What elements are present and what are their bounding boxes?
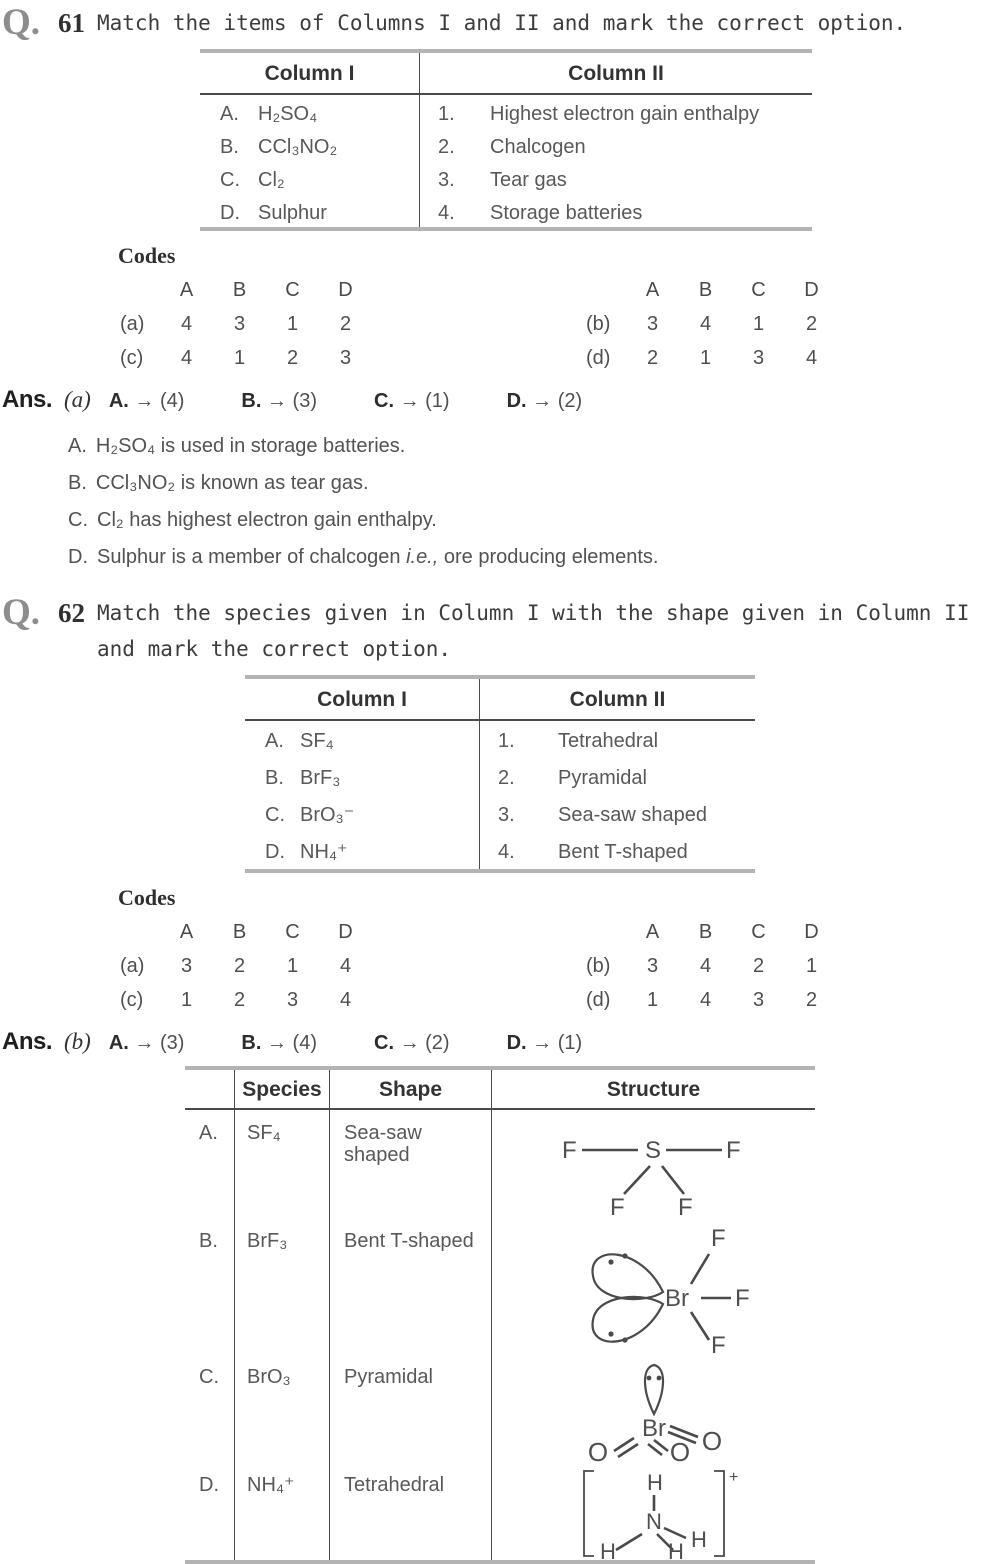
summary-header-shape: Shape [330,1070,492,1110]
answer-option: (a) [64,387,91,412]
q61-row-desc: Chalcogen [490,136,586,158]
summary-row-shape: Sea-saw shaped [330,1110,492,1218]
atom-label: O [701,1426,722,1456]
option-b-value: 1 [805,955,818,977]
summary-row-label: A. [185,1110,235,1218]
atom-label: O [587,1437,608,1462]
summary-row-shape: Pyramidal [330,1354,492,1462]
mapping: A. → (3) [108,1032,185,1054]
option-a-value: 4 [180,313,193,335]
codes-col-b: B [698,279,713,301]
atom-label: H [646,1470,663,1495]
option-b-value: 3 [646,955,659,977]
atom-label: O [669,1437,690,1462]
explanation-item: A. H₂SO₄ is used in storage batteries. [68,435,406,457]
option-b-value: 2 [752,955,765,977]
q61-match-table [200,49,812,231]
q61-row-desc: Highest electron gain enthalpy [490,103,760,125]
q61-row-num: 3. [438,169,455,191]
answer-label: Ans. [2,1028,53,1055]
lone-pair-lobe [644,1365,662,1414]
q62-codes-left [118,915,372,1017]
atom-label: Br [664,1285,689,1312]
q61-codes-right [584,273,838,375]
answer-mappings [109,390,639,413]
mapping: D. → (2) [506,390,583,412]
summary-row-shape: Tetrahedral [330,1462,492,1560]
atom-label: F [710,1332,726,1354]
left-bracket [584,1471,594,1556]
codes-col-d: D [804,279,819,301]
option-c-label: (c) [120,347,144,369]
option-c-value: 4 [339,989,352,1011]
option-d-value: 2 [805,989,818,1011]
q61-codes-title: Codes [118,243,176,268]
summary-row-label: D. [185,1462,235,1560]
summary-row-label: B. [185,1218,235,1354]
q62-row-item: BrF₃ [300,758,480,795]
q62-row-label: A. [265,730,284,752]
atom-label: Br [641,1415,666,1442]
q62-row-label: D. [265,841,285,863]
q62-row-item: SF₄ [300,721,480,758]
q61-row-item: H₂SO₄ [258,95,420,128]
option-b-label: (b) [586,313,611,335]
atom-label: F [561,1137,577,1164]
mapping: C. → (1) [374,390,450,412]
q62-row-item: NH₄⁺ [300,832,480,869]
option-d-label: (d) [586,989,611,1011]
atom-label: H [690,1527,707,1552]
atom-label: S [644,1137,661,1164]
explanation-item: B. CCl₃NO₂ is known as tear gas. [68,472,369,494]
option-a-value: 4 [339,955,352,977]
option-a-label: (a) [120,955,145,977]
q62-row-desc: Bent T-shaped [558,841,688,863]
codes-col-b: B [232,921,247,943]
q62-row-desc: Tetrahedral [558,730,659,752]
option-a-value: 3 [233,313,246,335]
q61-question-text: Match the items of Columns I and II and mark the correct option. [97,11,907,35]
q62-codes-right [584,915,838,1017]
nh4-structure-diagram [554,1466,754,1560]
option-d-value: 1 [699,347,712,369]
q62-question-mark: Q. [2,592,41,633]
brf3-structure-cell [492,1218,815,1354]
q61-row-label: B. [220,136,239,158]
bro3-structure-cell [492,1354,815,1462]
codes-col-c: C [751,921,766,943]
summary-row-species: SF₄ [235,1110,330,1218]
q62-col1-header: Column I [245,679,480,721]
codes-col-a: A [645,921,660,943]
option-d-label: (d) [586,347,611,369]
lone-pair-lobe [592,1254,662,1299]
q61-col1-header: Column I [200,53,420,95]
summary-row-species: NH₄⁺ [235,1462,330,1560]
q61-answer-line [2,386,997,414]
option-b-value: 3 [646,313,659,335]
q61-row-label: A. [220,103,239,125]
summary-header-blank [185,1070,235,1110]
q62-row-num: 2. [498,767,515,789]
codes-col-c: C [285,921,300,943]
option-c-value: 1 [180,989,193,1011]
q62-match-table [245,675,755,873]
explanation-item: D. Sulphur is a member of chalcogen i.e., ore producing elements. [68,546,659,568]
codes-col-a: A [645,279,660,301]
q62-header [0,592,997,667]
mapping: B. → (4) [241,1032,317,1054]
arrow-icon: → [266,1032,287,1054]
answer-option: (b) [64,1029,91,1054]
option-d-value: 4 [805,347,818,369]
option-d-value: 4 [699,989,712,1011]
q62-answer-line [2,1028,997,1056]
mapping: A. → (4) [108,390,185,412]
q61-row-item: Cl₂ [258,161,420,194]
codes-col-d: D [338,279,353,301]
answer-label: Ans. [2,386,53,413]
arrow-icon: → [266,390,287,412]
codes-col-c: C [751,279,766,301]
option-c-value: 2 [233,989,246,1011]
arrow-icon: → [532,390,553,412]
summary-header-structure: Structure [492,1070,815,1110]
option-b-label: (b) [586,955,611,977]
q62-question-number: 62 [58,598,85,628]
mapping: D. → (1) [506,1032,583,1054]
q61-col2-header: Column II [420,53,812,95]
answer-mappings [109,1032,639,1055]
explanation-item: C. Cl₂ has highest electron gain enthalpy. [68,509,437,531]
atom-label: F [677,1194,693,1218]
nh4-structure-cell [492,1462,815,1560]
brf3-structure-diagram [549,1222,759,1354]
charge-label: + [728,1469,738,1486]
q61-codes-grid [118,273,997,375]
codes-col-d: D [338,921,353,943]
q61-header [0,0,997,41]
codes-col-b: B [232,279,247,301]
option-a-value: 2 [339,313,352,335]
atom-label: H [667,1539,684,1560]
summary-header-species: Species [235,1070,330,1110]
option-b-value: 4 [699,313,712,335]
option-a-value: 1 [286,313,299,335]
q62-codes-title: Codes [118,885,176,910]
q62-row-desc: Pyramidal [558,767,647,789]
q61-question-mark: Q. [2,2,41,43]
option-d-value: 2 [646,347,659,369]
codes-col-c: C [285,279,300,301]
q62-row-num: 3. [498,804,515,826]
atom-label: F [734,1285,750,1312]
option-c-value: 2 [286,347,299,369]
arrow-icon: → [134,390,155,412]
option-b-value: 4 [699,955,712,977]
option-d-value: 3 [752,989,765,1011]
lone-pair-lobe [592,1297,662,1342]
mapping: C. → (2) [374,1032,450,1054]
bro3-structure-diagram [554,1358,754,1462]
option-a-value: 2 [233,955,246,977]
option-a-value: 1 [286,955,299,977]
q62-row-label: B. [265,767,284,789]
species-shape-structure-table [185,1066,815,1564]
summary-row-shape: Bent T-shaped [330,1218,492,1354]
codes-col-a: A [179,279,194,301]
q61-row-label: D. [220,202,240,224]
atom-label: H [599,1539,616,1560]
q61-row-num: 4. [438,202,455,224]
option-d-value: 1 [646,989,659,1011]
q62-row-desc: Sea-saw shaped [558,804,707,826]
sf4-structure-cell [492,1110,815,1218]
summary-row-label: C. [185,1354,235,1462]
arrow-icon: → [399,1032,420,1054]
atom-label: F [609,1194,625,1218]
q61-row-num: 2. [438,136,455,158]
arrow-icon: → [399,390,420,412]
codes-col-b: B [698,921,713,943]
option-c-value: 1 [233,347,246,369]
option-c-value: 4 [180,347,193,369]
q61-question-number: 61 [58,8,85,38]
option-a-label: (a) [120,313,145,335]
option-a-value: 3 [180,955,193,977]
option-c-value: 3 [286,989,299,1011]
mapping: B. → (3) [241,390,317,412]
q62-question-text: Match the species given in Column I with the shape given in Column II and mark the correct option. [97,601,970,661]
q61-row-desc: Storage batteries [490,202,643,224]
codes-col-a: A [179,921,194,943]
q61-row-num: 1. [438,103,455,125]
codes-col-d: D [804,921,819,943]
sf4-structure-diagram [554,1114,754,1218]
arrow-icon: → [134,1032,155,1054]
q61-codes-left [118,273,372,375]
q62-row-label: C. [265,804,285,826]
option-b-value: 2 [805,313,818,335]
arrow-icon: → [532,1032,553,1054]
option-c-label: (c) [120,989,144,1011]
summary-row-species: BrF₃ [235,1218,330,1354]
summary-row-species: BrO₃ [235,1354,330,1462]
q62-row-item: BrO₃⁻ [300,795,480,832]
q61-row-label: C. [220,169,240,191]
q61-row-item: Sulphur [258,194,420,227]
q62-col2-header: Column II [480,679,755,721]
option-c-value: 3 [339,347,352,369]
q62-codes-grid [118,915,997,1017]
q61-row-desc: Tear gas [490,169,567,191]
q61-explanations [68,434,997,569]
atom-label: F [710,1225,726,1252]
right-bracket [714,1471,724,1556]
q61-row-item: CCl₃NO₂ [258,128,420,161]
option-d-value: 3 [752,347,765,369]
atom-label: F [725,1137,741,1164]
option-b-value: 1 [752,313,765,335]
q62-row-num: 4. [498,841,515,863]
q62-row-num: 1. [498,730,515,752]
atom-label: N [645,1509,662,1534]
